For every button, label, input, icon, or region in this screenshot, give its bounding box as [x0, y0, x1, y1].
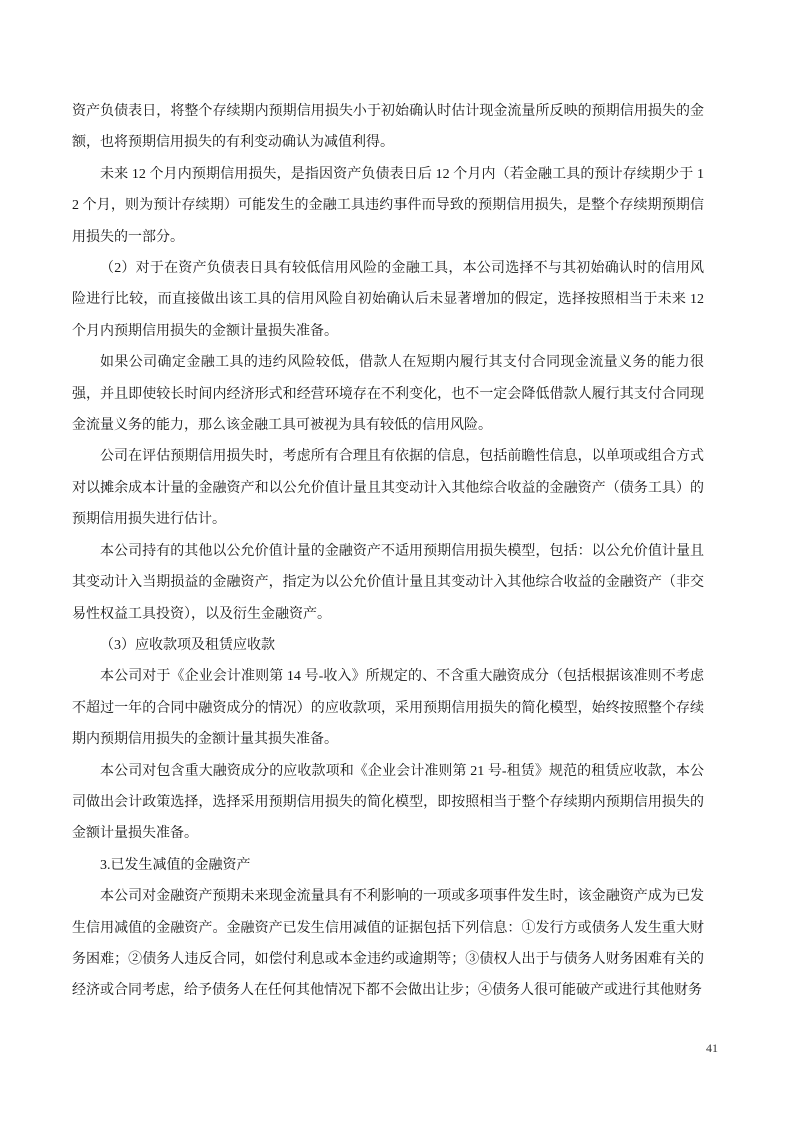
body-paragraph-continuation: 资产负债表日，将整个存续期内预期信用损失小于初始确认时估计现金流量所反映的预期信用损失的金额，也将预期信用损失的有利变动确认为减值利得。: [72, 104, 704, 151]
body-paragraph-item-2-low-credit-risk: （2）对于在资产负债表日具有较低信用风险的金融工具，本公司选择不与其初始确认时的信用风险进行比较，而直接做出该工具的信用风险自初始确认后未显著增加的假定，选择按照相当于未来 12 个月内预期信用损失的金额计量损失准备。: [72, 261, 704, 339]
body-paragraph-low-default-risk: 如果公司确定金融工具的违约风险较低，借款人在短期内履行其支付合同现金流量义务的能力很强，并且即使较长时间内经济形式和经营环境存在不利变化，也不一定会降低借款人履行其支付合同现金流量义务的能力，那么该金融工具可被视为具有较低的信用风险。: [72, 355, 704, 434]
section-heading-receivables: （3）应收款项及租赁应收款: [100, 637, 275, 653]
page-number: 41: [706, 1041, 718, 1055]
page-body-text: [72, 96, 704, 1007]
body-paragraph-lease-receivables: 本公司对包含重大融资成分的应收款项和《企业会计准则第 21 号-租赁》规范的租赁应收款，本公司做出会计政策选择，选择采用预期信用损失的简化模型，即按照相当于整个存续期内预期信用损失的金额计量损失准备。: [72, 763, 704, 842]
body-paragraph-future-12m-ecl: 未来 12 个月内预期信用损失，是指因资产负债表日后 12 个月内（若金融工具的预计存续期少于 12 个月，则为预计存续期）可能发生的金融工具违约事件而导致的预期信用损失，是整个存续期预期信用损失的一部分。: [72, 166, 704, 245]
body-paragraph-simplified-model-receivables: 本公司对于《企业会计准则第 14 号-收入》所规定的、不含重大融资成分（包括根据该准则不考虑不超过一年的合同中融资成分的情况）的应收款项，采用预期信用损失的简化模型，始终按照整个存续期内预期信用损失的金额计量其损失准备。: [72, 669, 704, 748]
body-paragraph-credit-impairment-evidence: 本公司对金融资产预期未来现金流量具有不利影响的一项或多项事件发生时，该金融资产成为已发生信用减值的金融资产。金融资产已发生信用减值的证据包括下列信息：①发行方或债务人发生重大财务困难；②债务人违反合同，如偿付利息或本金违约或逾期等；③债权人出于与债务人财务困难有关的经济或合同考虑，给予债务人在任何其他情况下都不会做出让步；④债务人很可能破产或进行其他财务: [72, 889, 704, 999]
section-heading-impaired-financial-assets: 3.已发生减值的金融资产: [100, 857, 251, 873]
body-paragraph-ecl-assessment: 公司在评估预期信用损失时，考虑所有合理且有依据的信息，包括前瞻性信息，以单项或组合方式对以摊余成本计量的金融资产和以公允价值计量且其变动计入其他综合收益的金融资产（债务工具）的预期信用损失进行估计。: [72, 449, 704, 528]
body-paragraph-fvtpl-exclusions: 本公司持有的其他以公允价值计量的金融资产不适用预期信用损失模型，包括：以公允价值计量且其变动计入当期损益的金融资产，指定为以公允价值计量且其变动计入其他综合收益的金融资产（非交易性权益工具投资），以及衍生金融资产。: [72, 543, 704, 622]
